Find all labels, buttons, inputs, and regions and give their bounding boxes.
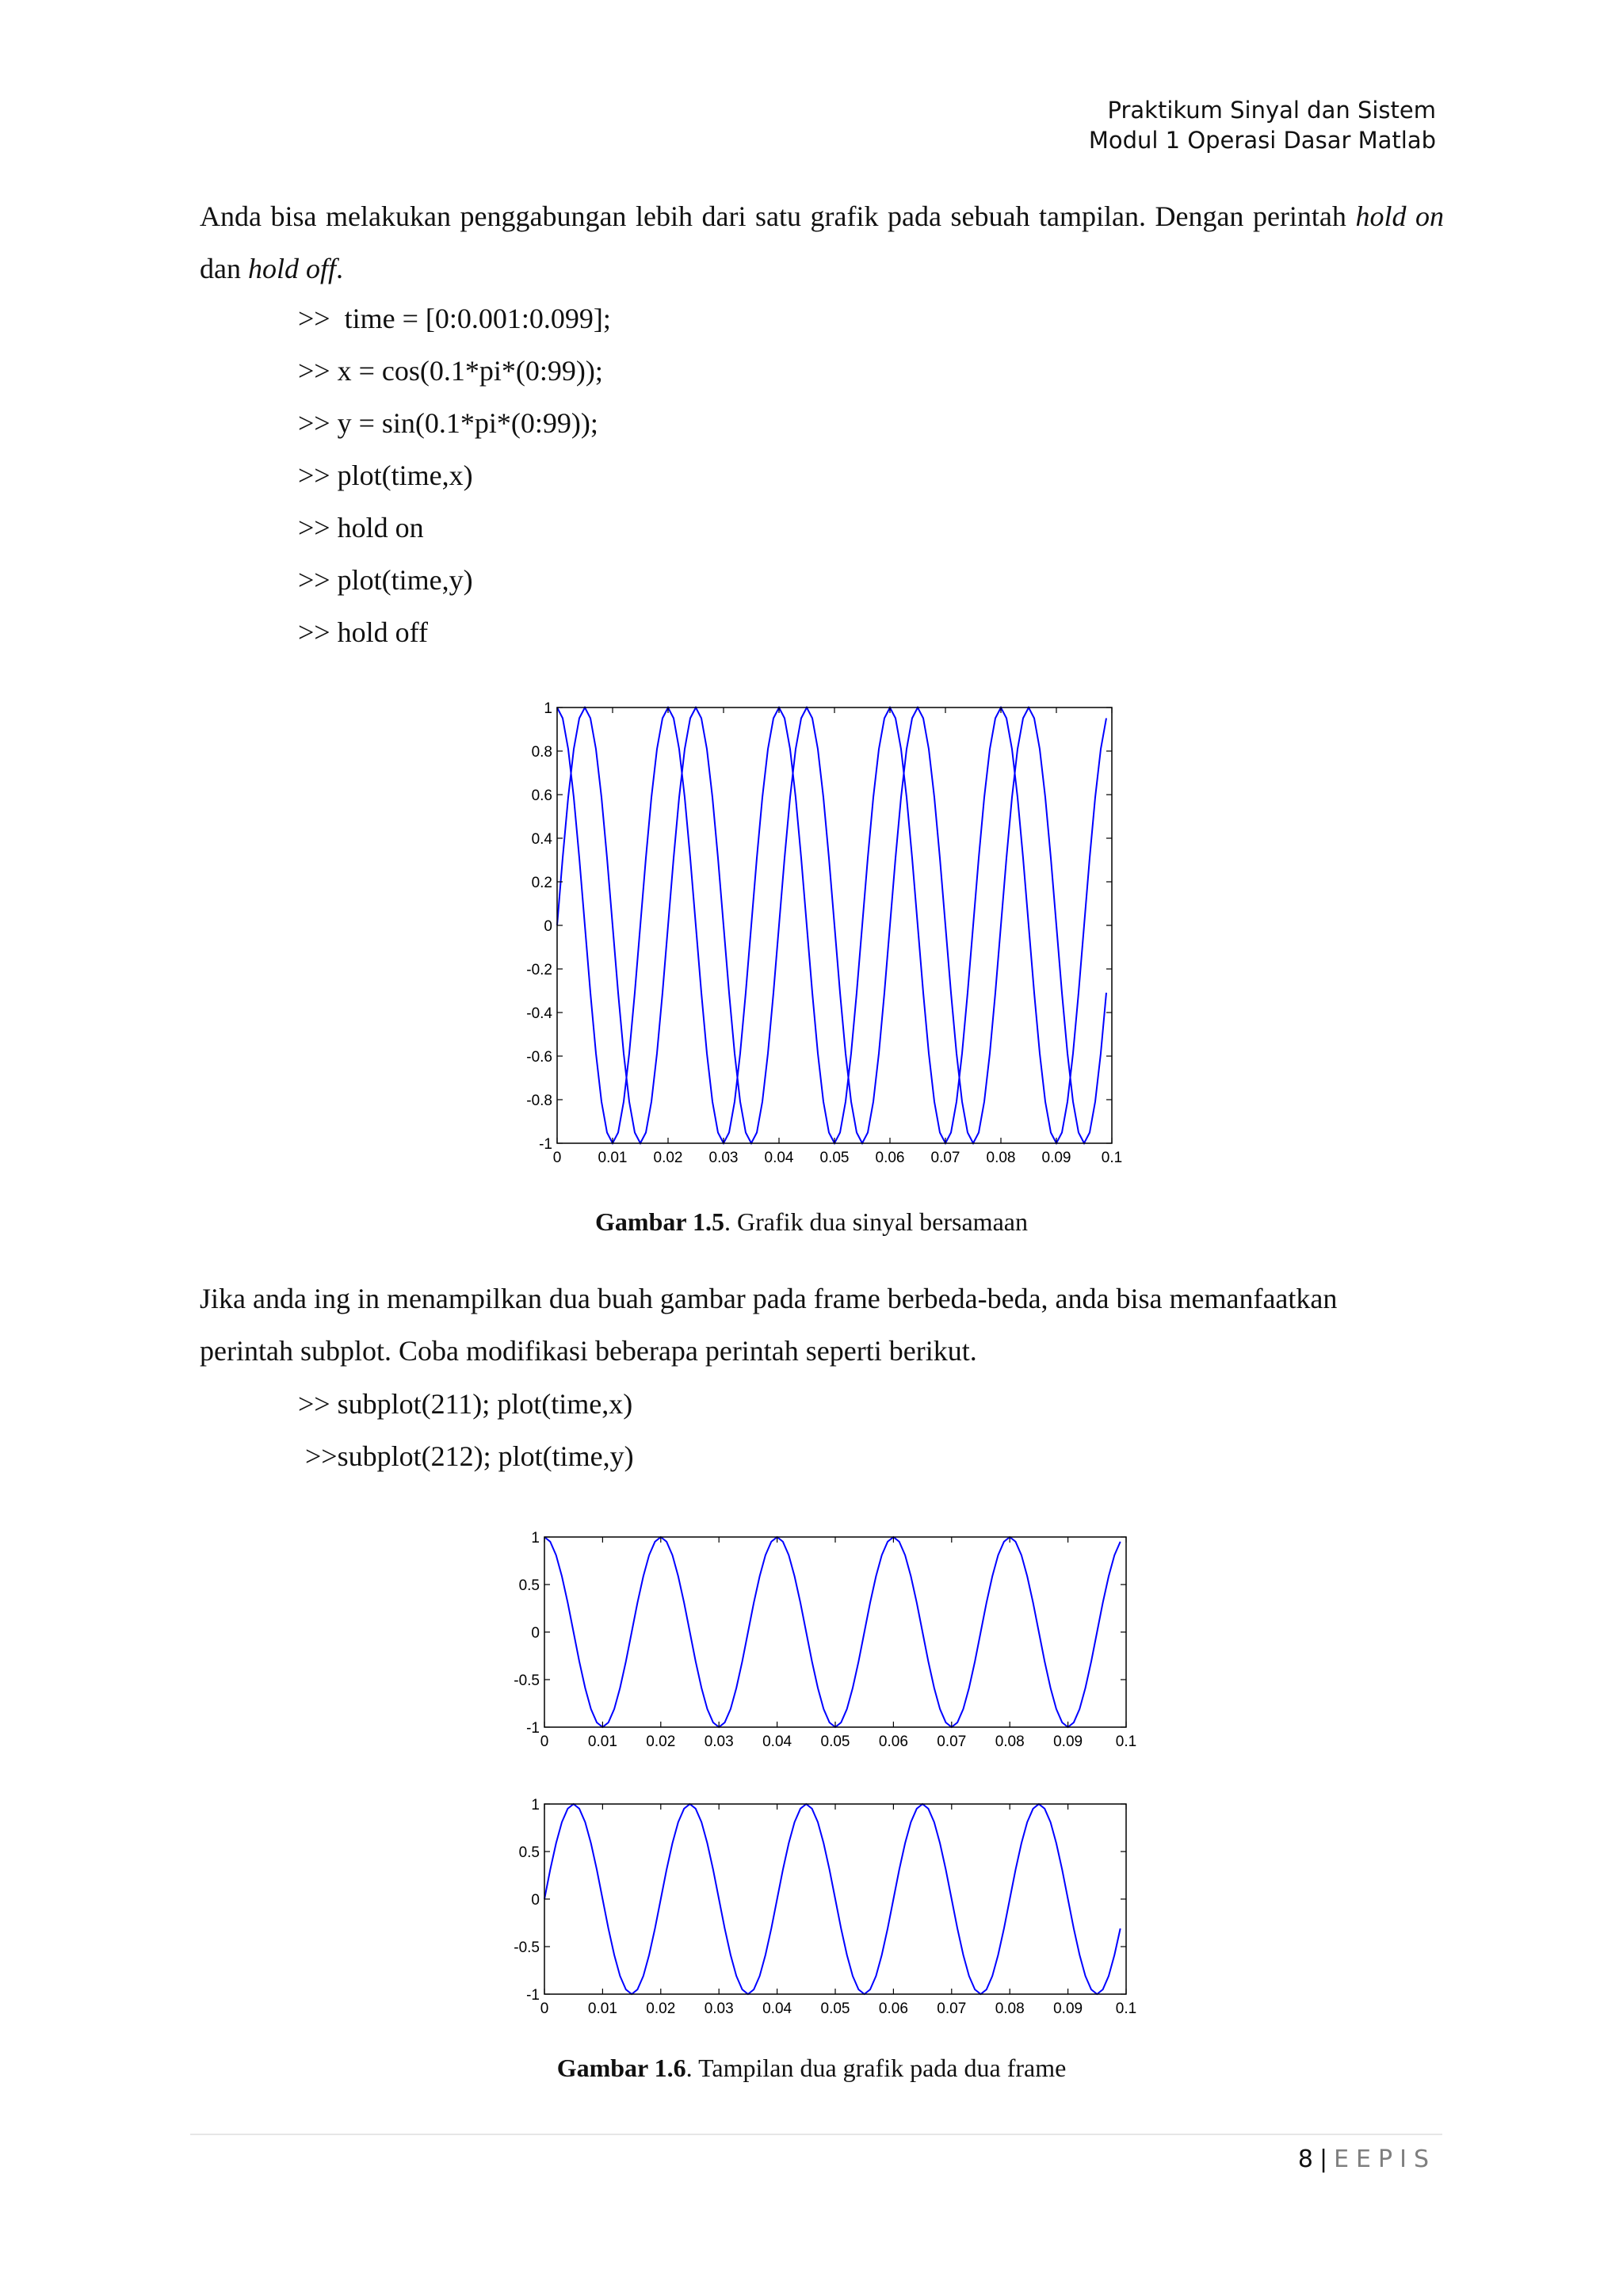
code-line: >> time = [0:0.001:0.099]; xyxy=(298,303,611,334)
code-line: >> y = sin(0.1*pi*(0:99)); xyxy=(298,407,598,439)
footer-divider xyxy=(190,2134,1442,2135)
code-line: >>subplot(212); plot(time,y) xyxy=(298,1440,634,1472)
caption-label: Gambar 1.6 xyxy=(556,2054,686,2082)
x-tick-label: 0.07 xyxy=(937,2000,967,2017)
x-tick-label: 0.1 xyxy=(1115,2000,1137,2017)
code-line: >> plot(time,y) xyxy=(298,564,473,596)
hold-on-term: hold on xyxy=(1355,200,1444,232)
x-tick-label: 0.02 xyxy=(653,1150,683,1166)
y-tick-label: -0.5 xyxy=(514,1939,540,1956)
caption-label: Gambar 1.5 xyxy=(595,1207,724,1236)
code-line: >> hold off xyxy=(298,616,428,648)
x-tick-label: 0.06 xyxy=(878,1733,908,1750)
page-footer xyxy=(1298,2145,1436,2173)
x-tick-label: 0.03 xyxy=(708,1150,739,1166)
code-line: >> hold on xyxy=(298,512,424,543)
x-tick-label: 0.05 xyxy=(820,1733,850,1750)
period: . xyxy=(336,253,343,284)
x-tick-label: 0.08 xyxy=(995,1733,1025,1750)
code-line: >> x = cos(0.1*pi*(0:99)); xyxy=(298,355,603,387)
x-tick-label: 0.07 xyxy=(930,1150,960,1166)
x-tick-label: 0.02 xyxy=(646,1733,676,1750)
header-subtitle: Modul 1 Operasi Dasar Matlab xyxy=(1088,127,1436,154)
series-line xyxy=(557,707,1106,1143)
y-tick-label: 0.6 xyxy=(531,788,552,804)
hold-off-term: hold off xyxy=(247,253,336,284)
series-line xyxy=(557,707,1106,1143)
y-tick-label: 1 xyxy=(544,700,552,717)
y-tick-label: 0.4 xyxy=(531,831,552,848)
x-tick-label: 0.05 xyxy=(819,1150,850,1166)
y-tick-label: -1 xyxy=(526,1720,540,1737)
series-line xyxy=(544,1804,1121,1994)
code-line: >> subplot(211); plot(time,x) xyxy=(298,1388,633,1420)
y-tick-label: 0.5 xyxy=(518,1577,540,1594)
y-tick-label: -0.6 xyxy=(526,1049,552,1066)
and-word: dan xyxy=(200,253,248,284)
x-tick-label: 0 xyxy=(540,2000,549,2017)
x-tick-label: 0.04 xyxy=(764,1150,794,1166)
x-tick-label: 0.09 xyxy=(1053,1733,1083,1750)
y-tick-label: 0.5 xyxy=(518,1844,540,1861)
y-tick-label: -0.8 xyxy=(526,1093,552,1109)
x-tick-label: 0.05 xyxy=(820,2000,850,2017)
y-tick-label: 1 xyxy=(531,1530,540,1547)
x-tick-label: 0 xyxy=(552,1150,562,1166)
x-tick-label: 0.01 xyxy=(598,1150,628,1166)
header-title: Praktikum Sinyal dan Sistem xyxy=(1107,97,1436,124)
y-tick-label: -0.4 xyxy=(526,1005,552,1022)
series-line xyxy=(544,1537,1121,1727)
figure-1-5-chart xyxy=(526,700,1122,1166)
y-tick-label: 0.8 xyxy=(531,744,552,761)
subplot-paragraph xyxy=(200,1272,1444,1377)
x-tick-label: 0.1 xyxy=(1101,1150,1123,1166)
x-tick-label: 0.03 xyxy=(704,1733,734,1750)
footer-separator: | xyxy=(1319,2145,1328,2173)
caption-text: . Grafik dua sinyal bersamaan xyxy=(724,1207,1028,1236)
figure-1-6-top-chart xyxy=(514,1530,1136,1750)
figure-1-5-caption xyxy=(0,1207,1623,1237)
paragraph-line: perintah subplot. Coba modifikasi beberapa perintah seperti berikut. xyxy=(200,1335,977,1367)
page-number: 8 xyxy=(1297,2145,1313,2173)
x-tick-label: 0.09 xyxy=(1041,1150,1071,1166)
x-tick-label: 0.06 xyxy=(875,1150,905,1166)
y-tick-label: 0 xyxy=(544,918,552,935)
y-tick-label: -1 xyxy=(539,1136,552,1153)
y-tick-label: 0 xyxy=(531,1625,540,1642)
y-tick-label: 1 xyxy=(531,1797,540,1814)
x-tick-label: 0.09 xyxy=(1053,2000,1083,2017)
paragraph-line: Jika anda ing in menampilkan dua buah gambar pada frame berbeda-beda, anda bisa memanfaatkan xyxy=(200,1283,1338,1314)
y-tick-label: -0.5 xyxy=(514,1672,540,1689)
footer-brand: EEPIS xyxy=(1334,2145,1436,2173)
x-tick-label: 0.08 xyxy=(986,1150,1016,1166)
x-tick-label: 0.01 xyxy=(587,1733,617,1750)
x-tick-label: 0 xyxy=(540,1733,549,1750)
y-tick-label: 0.2 xyxy=(531,875,552,891)
x-tick-label: 0.1 xyxy=(1115,1733,1137,1750)
y-tick-label: 0 xyxy=(531,1892,540,1909)
x-tick-label: 0.03 xyxy=(704,2000,734,2017)
x-tick-label: 0.07 xyxy=(937,1733,967,1750)
y-tick-label: -1 xyxy=(526,1987,540,2004)
figure-1-6-bottom-chart xyxy=(514,1797,1136,2017)
x-tick-label: 0.06 xyxy=(878,2000,908,2017)
x-tick-label: 0.01 xyxy=(587,2000,617,2017)
x-tick-label: 0.04 xyxy=(762,2000,792,2017)
code-line: >> plot(time,x) xyxy=(298,460,473,491)
y-tick-label: -0.2 xyxy=(526,962,552,978)
caption-text: . Tampilan dua grafik pada dua frame xyxy=(685,2054,1067,2082)
x-tick-label: 0.02 xyxy=(646,2000,676,2017)
x-tick-label: 0.08 xyxy=(995,2000,1025,2017)
figure-1-6-caption xyxy=(0,2054,1623,2083)
intro-text: Anda bisa melakukan penggabungan lebih dari satu grafik pada sebuah tampilan. Dengan perintah xyxy=(200,200,1346,232)
x-tick-label: 0.04 xyxy=(762,1733,792,1750)
